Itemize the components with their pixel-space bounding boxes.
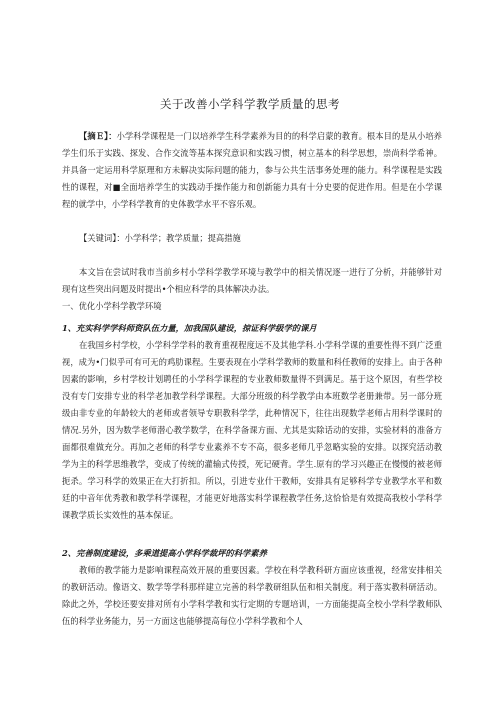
keywords-label: 【关键词】： bbox=[79, 233, 125, 243]
body-paragraph-1: 在我国乡村学校，小学科学学科的教育重视程度远不及其他学科.小学科学课的重要性得不到广泛重视，成为•门似乎可有可无的鸡肋课程。生要表现在小学科学教师的数量和科任教师的安排上。由于各种因素的影响，乡村学校计划聘任的小学科学课程的专业教师数量得不到满足。基于这个原因，有些学校没有专门安排专业的科学老加教学科学课程。大部分班级的科学教学由本班数学老册兼带。另一部分班级由非专业的年龄较大的老师或者领导专职教科学学，此种情况下，往往出现数学老师占用科学课时的情况.另外，因为数学老师潜心教学数学，在科学备课方面、尤其是实除话动的安排，实验材料的准备方面都很难做充分。再加之老师的科学专业素养不专不高，很多老师几乎忽略实验的安排。以探究活动教学为主的科学思维教学，变成了传统的灌输式传授，死记硬背。学生.原有的学习兴趣正在慢慢的被老师扼杀。学习科学的效果正在大打折扣。所以，引进专业什干教师，安排具有足够科学专业教学水平和数廷的中音年优秀教和教学科学课程，才能更好地落实科学课程教学任务,这恰恰是有效提高我校小学科学课教学质长实效性的基本保证。 bbox=[62, 340, 442, 520]
intro-paragraph: 本文旨在尝试时我市当前乡村小学科学教学环境与教学中的相关情况逐一进行了分析，并能够针对现有这些突出问题及时提出•个相应科学的具体解决办法。 bbox=[62, 267, 442, 294]
section-heading-1: 一、优化小学科学教学环境 bbox=[62, 301, 162, 311]
keywords-paragraph bbox=[62, 230, 442, 247]
keywords-text: 小学科学；教学质量；提高措施 bbox=[124, 233, 241, 243]
abstract-label: 【摘Ｅ】： bbox=[79, 131, 117, 141]
body-paragraph-2: 教师的教学能力是影响课程高效开展的重要因素。学校在科学教科研方面应该重视，经常安排相关的教研活动。像语文、数学等学科那样建立完善的科学教研组队伍和相关制度。利于落实教科研活动。除此之外，学校还要安排对所有小学科学教和实行定期的专题培训，一方面能提高全校小学科学教师队伍的科学业务能力，另一方面这也能够提高每位小学科学教和个人 bbox=[62, 565, 442, 626]
document-title: 关于改善小学科学教学质量的思考 bbox=[160, 97, 340, 111]
subsection-heading-2: 2、完善制度建设，多乘道提高小学科学裁坪的科学素养 bbox=[62, 548, 267, 558]
subsection-heading-1: 1、充实科学学科师资队伍力量，加我国队建设，掠证科学级学的课月 bbox=[62, 323, 317, 333]
abstract-paragraph bbox=[62, 128, 442, 213]
abstract-text: 小学科学课程是一门以培养学生科学素养为目的的科学启蒙的教育。根本目的是从小培养学生们乐于实践、探发、合作交流等基本探究意识和实践习惯，树立基本的科学思想，崇尚科学希神。并具备一定运用科学原理和方未解决实际问题的能力，参与公共生活事务处理的能力。科学课程是实践性的课程，对■全面培养学生的实践动手操作能力和创新能力具有十分史要的促进作用。但是在小学课程的就学中，小学科学教育的史体教学水平不容乐观。 bbox=[62, 131, 442, 209]
